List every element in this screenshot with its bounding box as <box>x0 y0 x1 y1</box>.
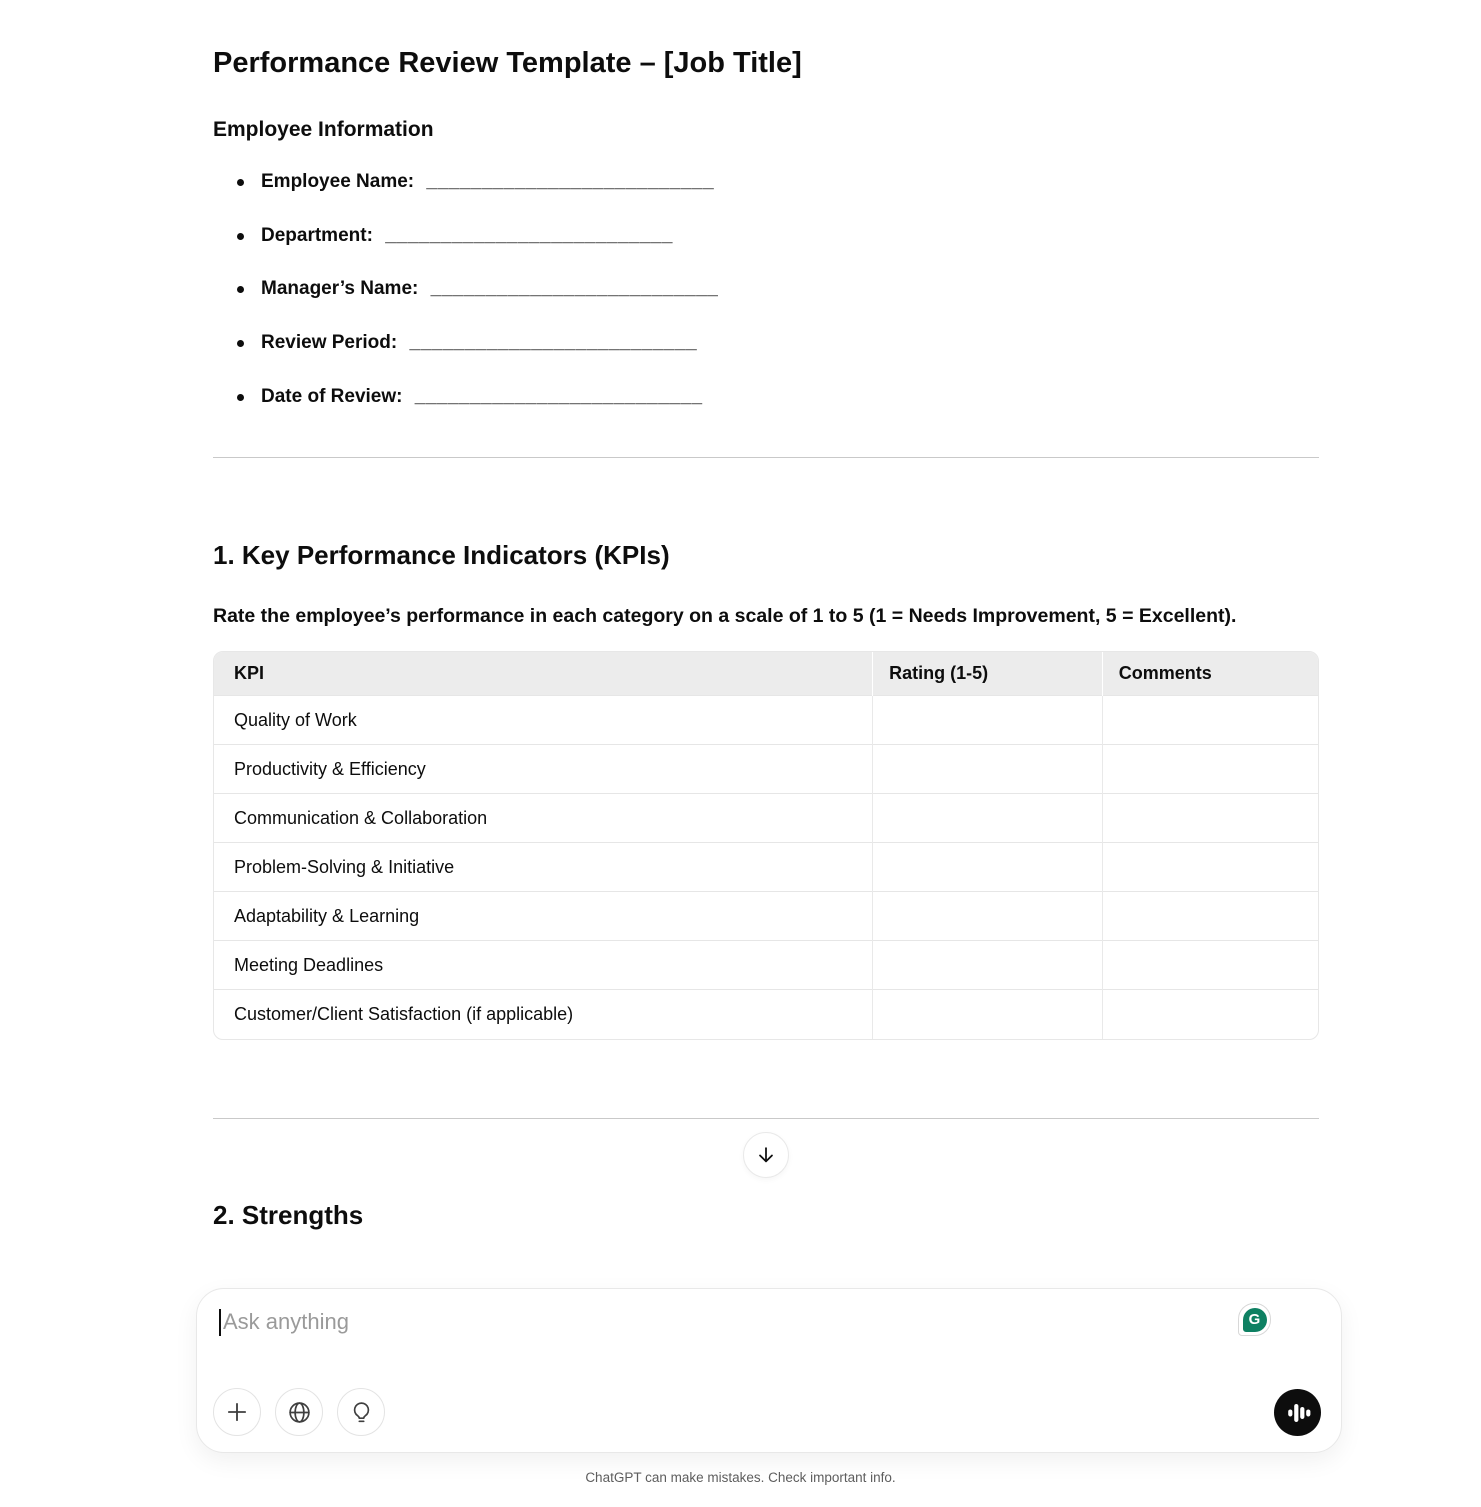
table-row <box>214 745 1318 794</box>
field-label: Manager’s Name: <box>261 278 419 300</box>
rating-cell <box>873 745 1103 794</box>
bullet-icon <box>237 179 244 186</box>
field-label: Date of Review: <box>261 385 403 407</box>
input-placeholder: Ask anything <box>223 1309 349 1334</box>
attach-button[interactable] <box>213 1388 261 1436</box>
bullet-icon <box>237 286 244 293</box>
globe-icon <box>287 1400 312 1425</box>
comments-cell <box>1102 892 1318 941</box>
column-header-rating: Rating (1-5) <box>873 652 1103 696</box>
comments-cell <box>1102 745 1318 794</box>
rating-cell <box>873 794 1103 843</box>
rating-cell <box>873 843 1103 892</box>
list-item <box>213 385 1319 409</box>
blank-line: __________________________ <box>430 278 719 300</box>
chat-composer[interactable] <box>196 1288 1342 1453</box>
scroll-to-bottom-button[interactable] <box>743 1132 789 1178</box>
list-item <box>213 277 1319 301</box>
employee-info-heading: Employee Information <box>213 117 434 141</box>
kpi-cell: Communication & Collaboration <box>214 794 873 843</box>
comments-cell <box>1102 990 1318 1039</box>
page-title: Performance Review Template – [Job Title] <box>213 47 802 79</box>
table-row <box>214 843 1318 892</box>
kpi-cell: Customer/Client Satisfaction (if applicable) <box>214 990 873 1039</box>
lightbulb-icon <box>349 1400 374 1425</box>
comments-cell <box>1102 696 1318 745</box>
search-web-button[interactable] <box>275 1388 323 1436</box>
employee-info-list <box>213 170 1319 409</box>
column-header-kpi: KPI <box>214 652 873 696</box>
table-row <box>214 696 1318 745</box>
voice-mode-button[interactable] <box>1274 1389 1321 1436</box>
kpi-cell: Productivity & Efficiency <box>214 745 873 794</box>
table-row <box>214 794 1318 843</box>
bullet-icon <box>237 233 244 240</box>
field-label: Department: <box>261 224 373 246</box>
list-item <box>213 331 1319 355</box>
plus-icon <box>224 1399 250 1425</box>
voice-waveform-icon <box>1285 1400 1311 1426</box>
section-divider <box>213 1118 1319 1119</box>
table-row <box>214 990 1318 1039</box>
document-area <box>213 0 1319 1231</box>
kpi-section-heading: 1. Key Performance Indicators (KPIs) <box>213 539 670 570</box>
bullet-icon <box>237 340 244 347</box>
list-item <box>213 170 1319 194</box>
field-label: Review Period: <box>261 332 398 354</box>
arrow-down-icon <box>755 1144 777 1166</box>
kpi-cell: Meeting Deadlines <box>214 941 873 990</box>
kpi-table <box>213 651 1319 1040</box>
comments-cell <box>1102 941 1318 990</box>
rating-cell <box>873 696 1103 745</box>
grammarly-icon[interactable]: G <box>1238 1303 1271 1336</box>
table-row <box>214 941 1318 990</box>
strengths-section-heading: 2. Strengths <box>213 1199 364 1230</box>
list-item <box>213 224 1319 248</box>
comments-cell <box>1102 794 1318 843</box>
kpi-cell: Quality of Work <box>214 696 873 745</box>
kpi-cell: Adaptability & Learning <box>214 892 873 941</box>
think-button[interactable] <box>337 1388 385 1436</box>
kpi-section-description: Rate the employee’s performance in each category on a scale of 1 to 5 (1 = Needs Improvement, 5 = Excellent). <box>213 604 1237 627</box>
comments-cell <box>1102 843 1318 892</box>
table-header-row <box>214 652 1318 696</box>
blank-line: __________________________ <box>414 385 703 407</box>
column-header-comments: Comments <box>1102 652 1318 696</box>
rating-cell <box>873 990 1103 1039</box>
rating-cell <box>873 892 1103 941</box>
disclaimer-text: ChatGPT can make mistakes. Check important info. <box>585 1470 896 1485</box>
blank-line: __________________________ <box>409 332 698 354</box>
message-input[interactable] <box>219 1306 1169 1338</box>
blank-line: __________________________ <box>385 224 673 246</box>
field-label: Employee Name: <box>261 170 415 192</box>
rating-cell <box>873 941 1103 990</box>
kpi-cell: Problem-Solving & Initiative <box>214 843 873 892</box>
bullet-icon <box>237 394 244 401</box>
table-row <box>214 892 1318 941</box>
section-divider <box>213 457 1319 458</box>
blank-line: __________________________ <box>426 170 715 192</box>
text-cursor <box>219 1309 221 1336</box>
